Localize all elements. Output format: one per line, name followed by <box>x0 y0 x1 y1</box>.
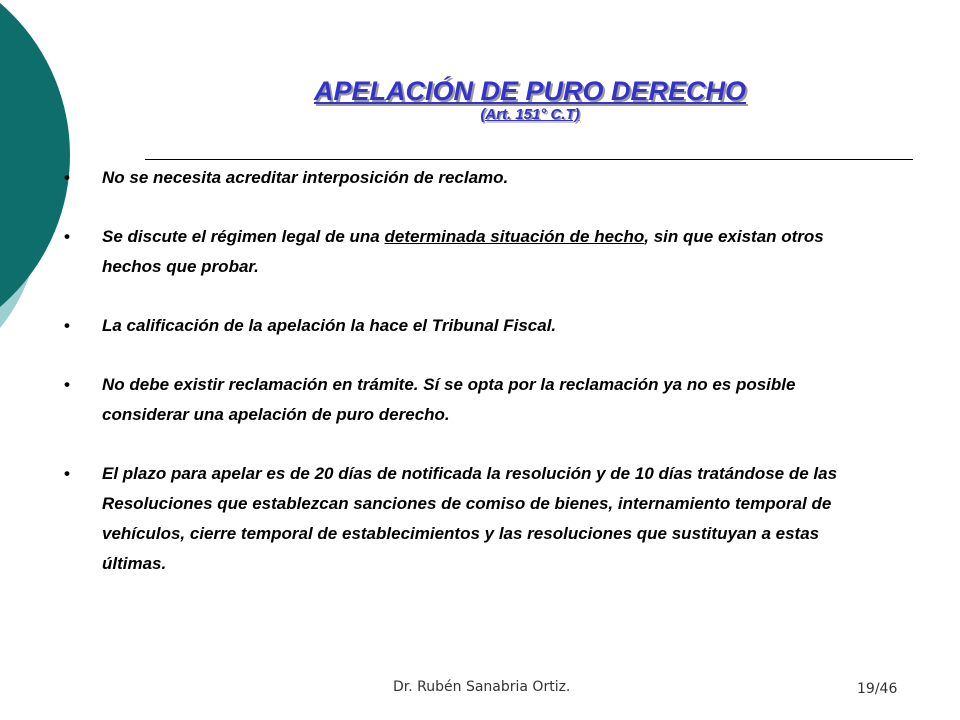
bullet-item <box>64 459 864 579</box>
slide-title: APELACIÓN DE PURO DERECHO <box>313 76 747 106</box>
slide-title-block <box>130 76 930 123</box>
bullet-item <box>64 163 864 193</box>
bullet-text: No se necesita acreditar interposición de reclamo. <box>102 168 509 187</box>
bullet-item <box>64 222 864 282</box>
bullet-text: La calificación de la apelación la hace el Tribunal Fiscal. <box>102 316 557 335</box>
slide-subtitle: (Art. 151° C.T) <box>480 106 580 123</box>
bullet-symbol: • <box>64 316 70 335</box>
bullet-item <box>64 311 864 341</box>
footer-author: Dr. Rubén Sanabria Ortiz. <box>393 679 571 695</box>
bullet-list <box>64 163 864 608</box>
bullet-text: No debe existir reclamación en trámite. Sí se opta por la reclamación ya no es posible considerar una apelación de puro derecho. <box>102 375 796 424</box>
title-divider <box>145 159 913 160</box>
bullet-symbol: • <box>64 227 70 246</box>
page-number: 19/46 <box>857 681 898 697</box>
bullet-text: El plazo para apelar es de 20 días de notificada la resolución y de 10 días tratándose de las Resoluciones que establezcan sanciones de comiso de bienes, internamiento temporal de vehículos, cierre temporal de establecimientos y las resoluciones que sustituyan a estas últimas. <box>102 464 838 573</box>
bullet-text-start: Se discute el régimen legal de una <box>102 227 385 246</box>
bullet-symbol: • <box>64 168 70 187</box>
underlined-phrase: determinada situación de hecho <box>384 227 645 246</box>
bullet-item <box>64 370 864 430</box>
bullet-symbol: • <box>64 464 70 483</box>
bullet-text-end: , sin que existan otros hechos que probar. <box>102 227 824 276</box>
bullet-symbol: • <box>64 375 70 394</box>
